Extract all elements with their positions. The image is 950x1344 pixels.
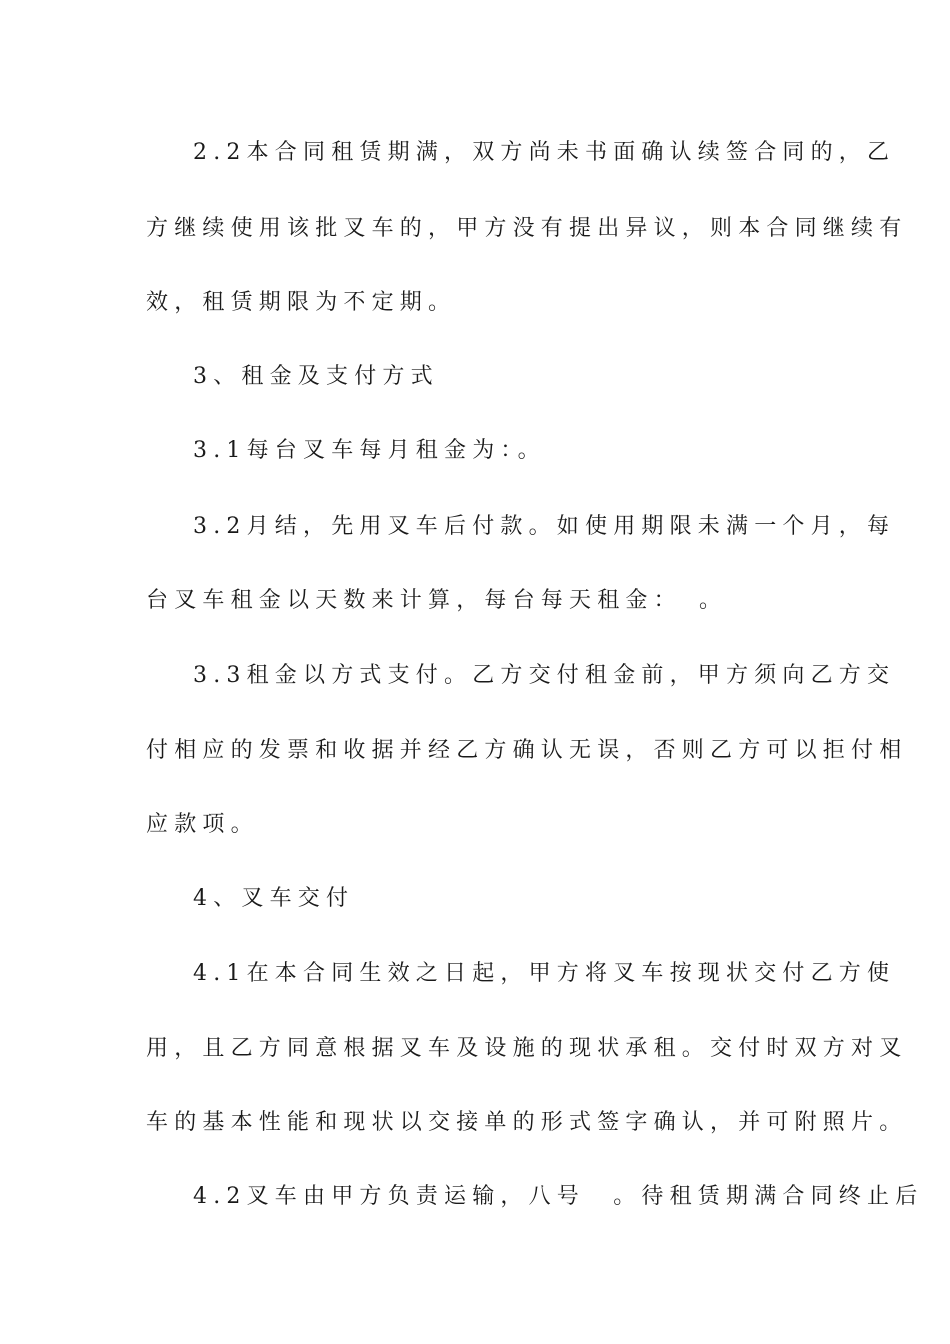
clause-3-2-line-1: 3.2月结，先用叉车后付款。如使用期限未满一个月，每 xyxy=(193,514,896,539)
clause-2-2-line-1: 2.2本合同租赁期满，双方尚未书面确认续签合同的，乙 xyxy=(193,140,896,165)
clause-4-1-line-1: 4.1在本合同生效之日起，甲方将叉车按现状交付乙方使 xyxy=(193,961,896,986)
clause-3-1: 3.1每台叉车每月租金为：。 xyxy=(193,438,546,463)
clause-3-2-line-2: 台叉车租金以天数来计算，每台每天租金： 。 xyxy=(146,588,728,613)
clause-3-3-line-2: 付相应的发票和收据并经乙方确认无误，否则乙方可以拒付相 xyxy=(146,738,908,763)
clause-2-2-line-2: 方继续使用该批叉车的，甲方没有提出异议，则本合同继续有 xyxy=(146,216,908,241)
clause-4-2-line-1: 4.2叉车由甲方负责运输，八号 。待租赁期满合同终止后 xyxy=(193,1184,924,1209)
section-3-heading: 3、租金及支付方式 xyxy=(193,364,439,389)
clause-3-3-line-1: 3.3租金以方式支付。乙方交付租金前，甲方须向乙方交 xyxy=(193,663,896,688)
section-4-heading: 4、叉车交付 xyxy=(193,886,355,911)
clause-4-1-line-3: 车的基本性能和现状以交接单的形式签字确认，并可附照片。 xyxy=(146,1110,908,1135)
clause-2-2-line-3: 效，租赁期限为不定期。 xyxy=(146,290,457,315)
clause-4-1-line-2: 用，且乙方同意根据叉车及设施的现状承租。交付时双方对叉 xyxy=(146,1036,908,1061)
clause-3-3-line-3: 应款项。 xyxy=(146,812,259,837)
